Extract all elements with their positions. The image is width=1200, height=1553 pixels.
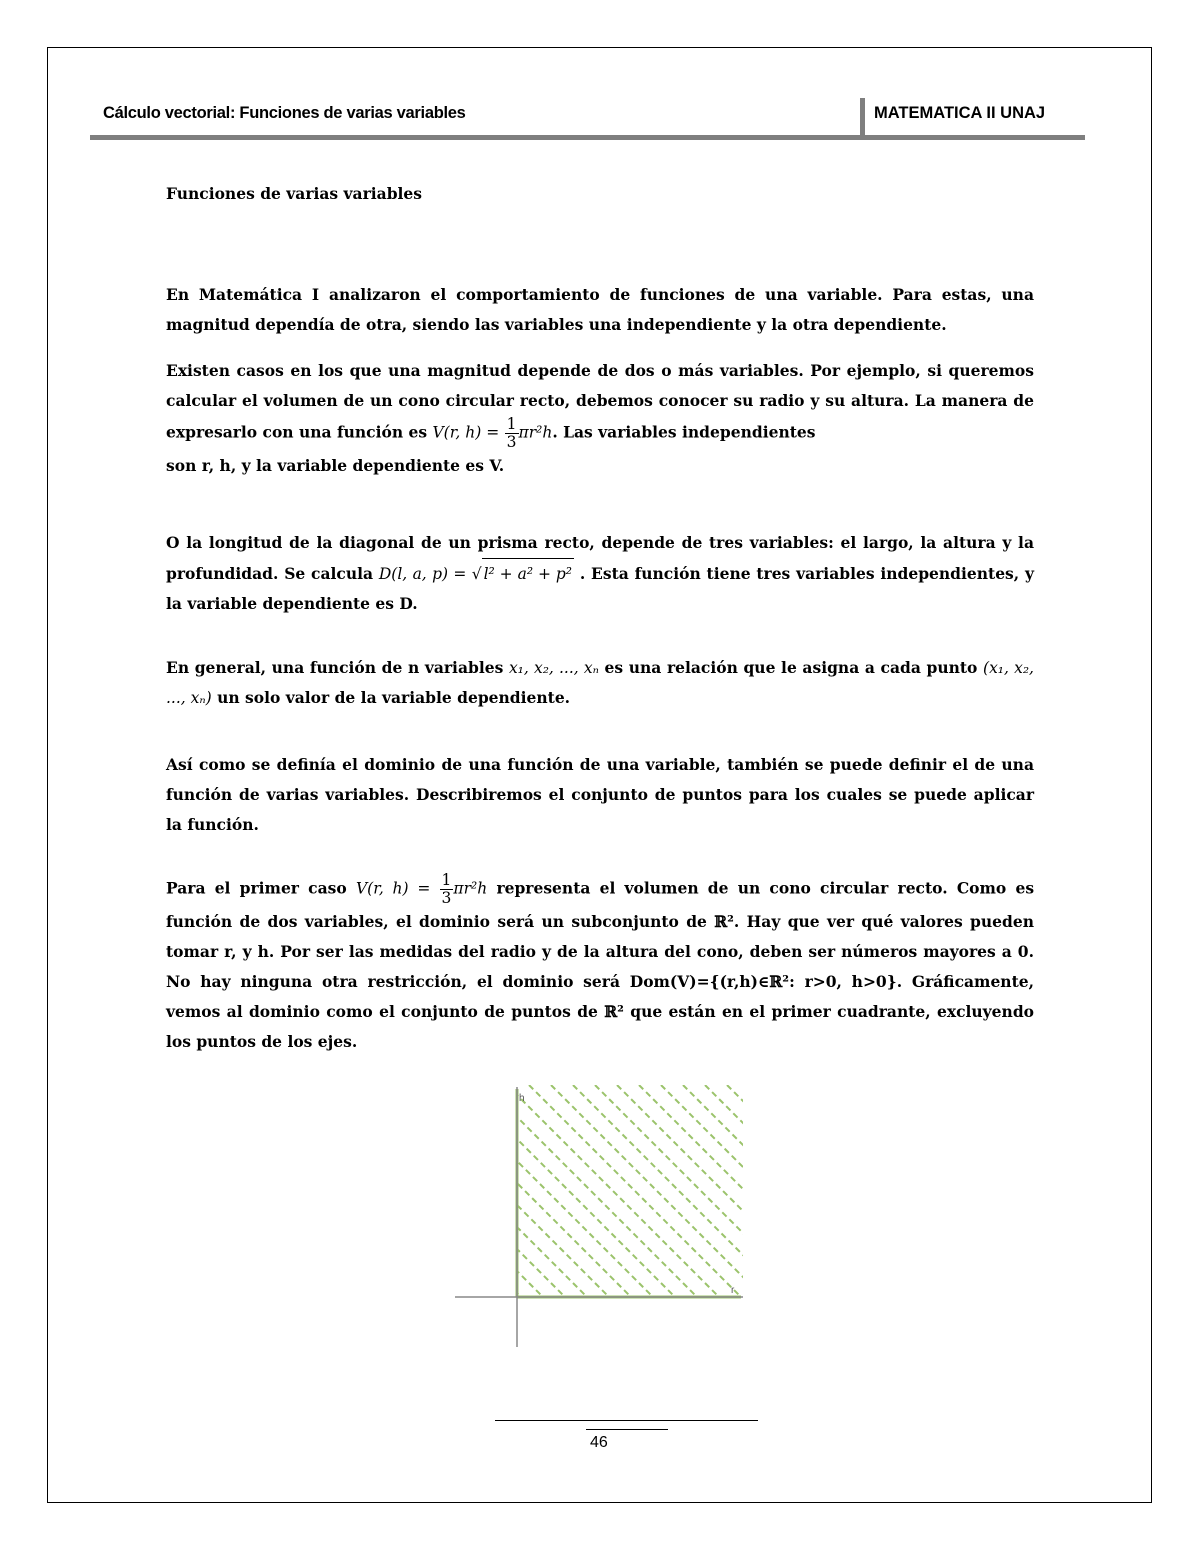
hatch-line xyxy=(455,1085,649,1315)
r-axis-label: r xyxy=(731,1285,735,1296)
hatch-line xyxy=(455,1085,517,1315)
fraction-denominator: 3 xyxy=(506,433,517,451)
paragraph-6-text: Para el primer caso xyxy=(166,878,347,898)
hatch-line xyxy=(705,1085,755,1315)
hatch-line xyxy=(485,1085,715,1315)
fraction-numerator-2: 1 xyxy=(441,871,452,889)
volume-fraction-2 xyxy=(440,872,454,907)
hatch-line xyxy=(455,1085,671,1315)
hatch-line xyxy=(463,1085,693,1315)
h-axis-label: h xyxy=(519,1093,525,1104)
footer-rule-short xyxy=(586,1429,668,1430)
paragraph-2-text: Existen casos en los que una magnitud depende de dos o más variables. Por ejemplo, si queremos calcular el volumen de un cono circular recto, debemos conocer su radio y su altura. La manera de expresarlo con una función es xyxy=(166,361,1034,442)
hatch-line xyxy=(639,1085,755,1315)
paragraph-6 xyxy=(166,872,1034,1057)
header-separator xyxy=(860,98,865,138)
hatched-region xyxy=(455,1085,755,1315)
diagonal-formula-left: D(l, a, p) = √ xyxy=(378,565,482,583)
diagonal-radicand: l² + a² + p² xyxy=(482,558,574,589)
point-tuple: (x₁, x₂, ..., xₙ) xyxy=(166,659,1034,707)
volume-formula-right-2: πr²h xyxy=(453,879,488,898)
paragraph-2-last-line: son r, h, y la variable dependiente es V. xyxy=(166,456,505,475)
paragraph-6-tail: es función de dos variables, el dominio será un subconjunto de ℝ². Hay que ver qué valores pueden tomar r, y h. Por ser las medidas del radio y de la altura del cono, deben ser números mayores a 0. No hay ninguna otra restricción, el dominio será Dom(V)={(r,h)∈ℝ²: r>0, h>0}. Gráficamente, vemos al dominio como el conjunto de puntos de ℝ² que están en el primer cuadrante, excluyendo los puntos de los ejes. xyxy=(166,878,1035,1051)
paragraph-3-tail: . Esta función tiene tres variables independientes, y la variable dependiente es D. xyxy=(166,564,1034,613)
paragraph-3-text: O la longitud de la diagonal de un prisma recto, depende de tres variables: el largo, la altura y la profundidad. Se calcula xyxy=(166,533,1034,583)
header-course: MATEMATICA II UNAJ xyxy=(874,104,1046,122)
paragraph-5: Así como se definía el dominio de una función de una variable, también se puede definir el de una función de varias variables. Describiremos el conjunto de puntos para los cuales se puede aplicar la función. xyxy=(166,755,1034,834)
hatch-line xyxy=(529,1085,755,1315)
hatch-line xyxy=(749,1085,755,1315)
hatch-line xyxy=(551,1085,755,1315)
footer-rule xyxy=(495,1420,758,1421)
hatch-line xyxy=(455,1085,583,1315)
paragraph-4-text: En general, una función de n variables xyxy=(166,658,504,677)
hatch-line xyxy=(617,1085,755,1315)
hatch-line xyxy=(683,1085,755,1315)
paragraph-1: En Matemática I analizaron el comportamiento de funciones de una variable. Para estas, una magnitud dependía de otra, siendo las variables una independiente y la otra dependiente. xyxy=(166,285,1034,334)
hatch-line xyxy=(507,1085,737,1315)
volume-fraction xyxy=(505,416,519,451)
fraction-denominator-2: 3 xyxy=(441,889,452,907)
paragraph-4-middle: es una relación que le asigna a cada punto xyxy=(604,658,978,677)
hatch-line xyxy=(455,1085,605,1315)
hatch-line xyxy=(661,1085,755,1315)
hatch-line xyxy=(455,1085,561,1315)
paragraph-4 xyxy=(166,653,1034,713)
header-rule xyxy=(90,135,1085,140)
paragraph-4-tail: un solo valor de la variable dependiente. xyxy=(217,688,571,707)
paragraph-2 xyxy=(166,356,1034,481)
volume-formula-right: πr²h xyxy=(518,423,553,442)
paragraph-3 xyxy=(166,528,1034,619)
section-title: Funciones de varias variables xyxy=(166,184,423,203)
page-number: 46 xyxy=(590,1434,608,1451)
variables-list: x₁, x₂, ..., xₙ xyxy=(508,659,599,677)
paragraph-2-tail: . Las variables independientes xyxy=(552,422,816,442)
volume-formula-left: V(r, h) = xyxy=(432,423,500,442)
volume-formula-left-2: V(r, h) = xyxy=(355,879,431,898)
fraction-numerator: 1 xyxy=(506,415,517,433)
hatch-line xyxy=(455,1085,539,1315)
paragraph-6-middle: representa el volumen de un cono circular recto. Como xyxy=(496,878,1007,898)
domain-figure xyxy=(455,1085,755,1350)
header-title: Cálculo vectorial: Funciones de varias variables xyxy=(103,104,466,122)
